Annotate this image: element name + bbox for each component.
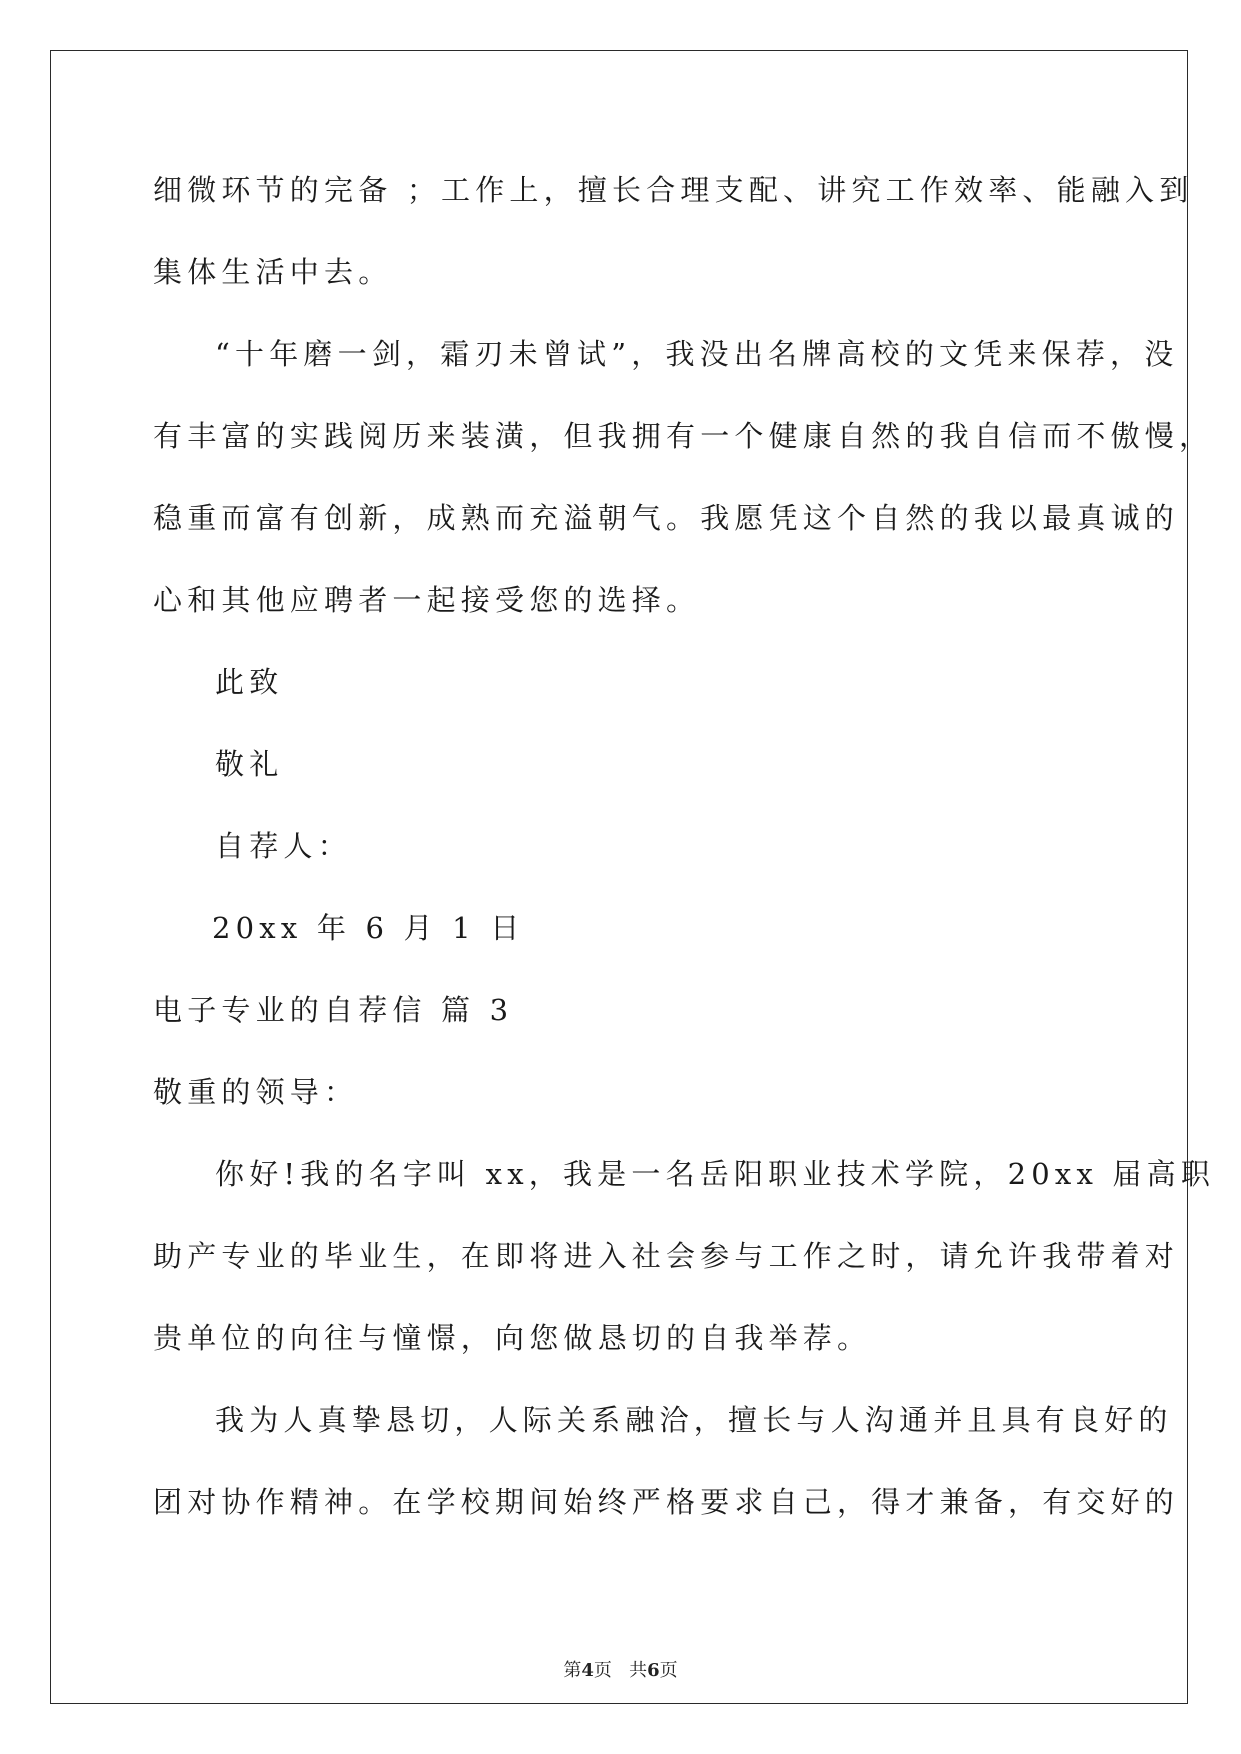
total-pages-number: 6 xyxy=(647,1660,660,1681)
section-heading: 电子专业的自荐信 篇 3 xyxy=(153,993,514,1027)
body-line: 助产专业的毕业生，在即将进入社会参与工作之时，请允许我带着对 xyxy=(153,1239,1180,1273)
body-line: 团对协作精神。在学校期间始终严格要求自己，得才兼备，有交好的 xyxy=(153,1485,1180,1519)
body-line: 我为人真挚恳切，人际关系融洽，擅长与人沟通并且具有良好的 xyxy=(215,1403,1173,1437)
body-line: 稳重而富有创新，成熟而充溢朝气。我愿凭这个自然的我以最真诚的 xyxy=(153,501,1180,535)
footer-prefix: 第 xyxy=(563,1660,582,1681)
closing-respect: 敬礼 xyxy=(215,747,284,781)
body-line: 细微环节的完备 ；工作上，擅长合理支配、讲究工作效率、能融入到 xyxy=(153,173,1194,207)
closing-salutation: 此致 xyxy=(215,665,284,699)
page-footer xyxy=(0,1660,1241,1682)
letter-date: 20xx 年 6 月 1 日 xyxy=(212,911,525,945)
body-line: 集体生活中去。 xyxy=(153,255,393,289)
page-border xyxy=(50,50,1188,1704)
current-page-number: 4 xyxy=(581,1660,594,1681)
body-line: “十年磨一剑，霜刃未曾试”，我没出名牌高校的文凭来保荐，没 xyxy=(215,337,1179,371)
signature-label: 自荐人： xyxy=(215,829,352,863)
footer-suffix: 页 xyxy=(659,1660,678,1681)
body-line: 你好!我的名字叫 xx，我是一名岳阳职业技术学院，20xx 届高职 xyxy=(215,1157,1216,1191)
footer-middle: 页 共 xyxy=(593,1660,648,1681)
body-line: 贵单位的向往与憧憬，向您做恳切的自我举荐。 xyxy=(153,1321,872,1355)
greeting: 敬重的领导： xyxy=(153,1075,359,1109)
body-line: 有丰富的实践阅历来装潢，但我拥有一个健康自然的我自信而不傲慢， xyxy=(153,419,1214,453)
body-line: 心和其他应聘者一起接受您的选择。 xyxy=(153,583,701,617)
